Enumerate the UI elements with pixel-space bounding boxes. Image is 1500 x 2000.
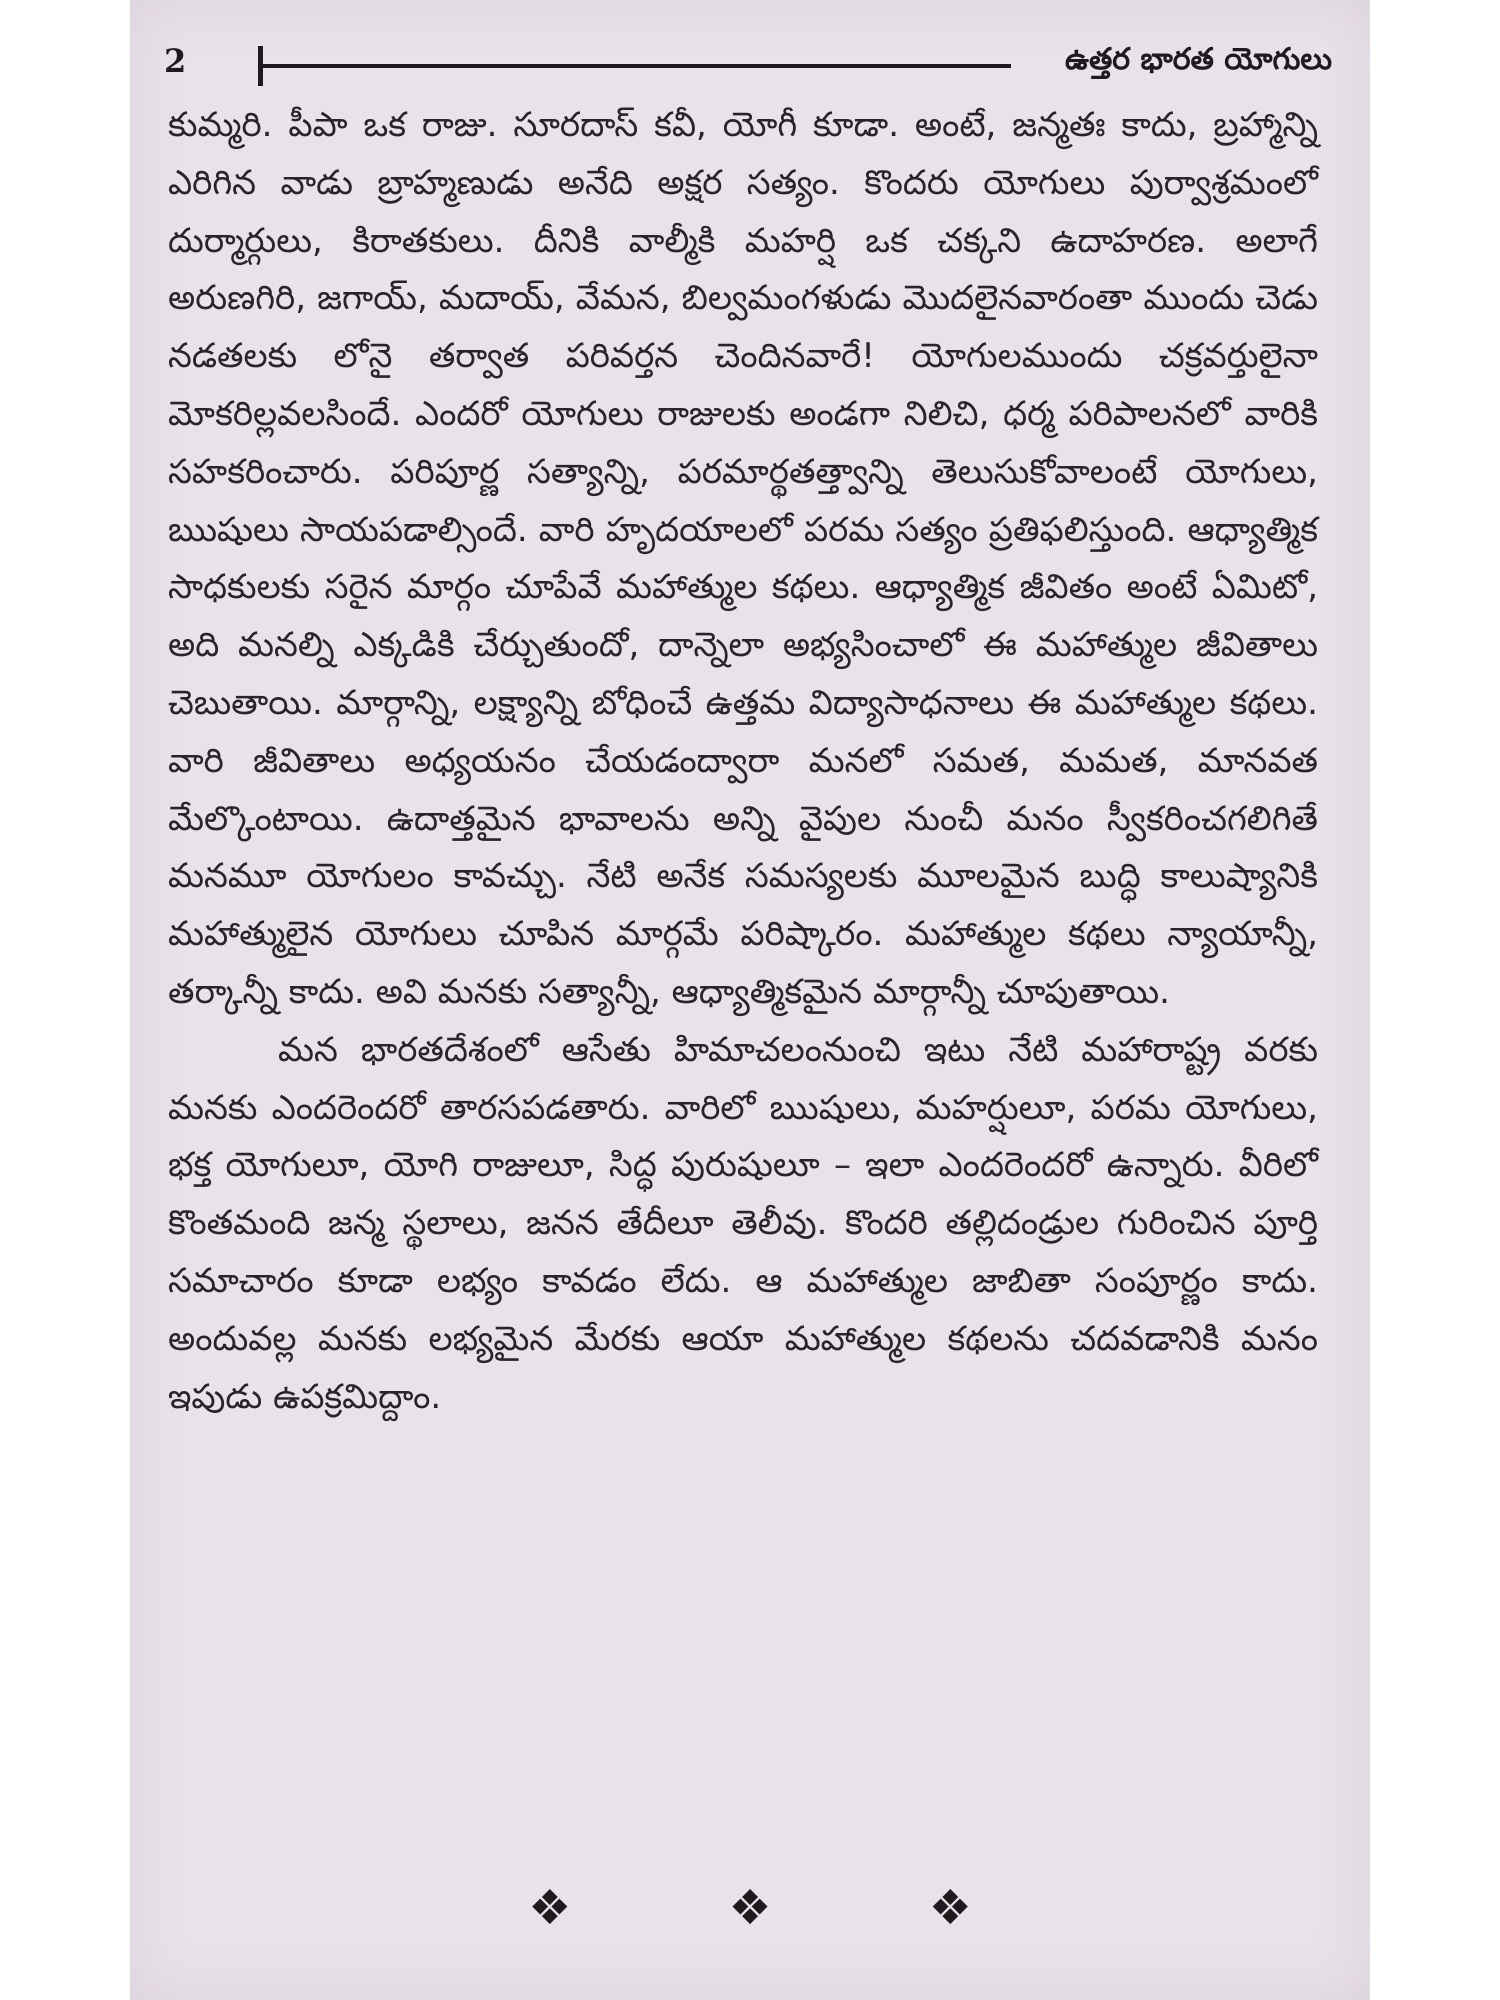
book-page [130,0,1370,2000]
section-end-ornaments [130,1880,1370,1936]
paragraph: కుమ్మరి. పీపా ఒక రాజు. సూరదాస్ కవీ, యోగీ కూడా. అంటే, జన్మతః కాదు, బ్రహ్మాన్ని ఎరిగిన వాడు బ్రాహ్మణుడు అనేది అక్షర సత్యం. కొందరు యోగులు పుర్వాశ్రమంలో దుర్మార్గులు, కిరాతకులు. దీనికి వాల్మీకి మహర్షి ఒక చక్కని ఉదాహరణ. అలాగే అరుణగిరి, జగాయ్, మదాయ్, వేమన, బిల్వమంగళుడు మొదలైనవారంతా ముందు చెడు నడతలకు లోనై తర్వాత పరివర్తన చెందినవారే! యోగులముందు చక్రవర్తులైనా మోకరిల్లవలసిందే. ఎందరో యోగులు రాజులకు అండగా నిలిచి, ధర్మ పరిపాలనలో వారికి సహకరించారు. పరిపూర్ణ సత్యాన్ని, పరమార్థతత్త్వాన్ని తెలుసుకోవాలంటే యోగులు, ఋషులు సాయపడాల్సిందే. వారి హృదయాలలో పరమ సత్యం ప్రతిఫలిస్తుంది. ఆధ్యాత్మిక సాధకులకు సరైన మార్గం చూపేవే మహాత్ముల కథలు. ఆధ్యాత్మిక జీవితం అంటే ఏమిటో, అది మనల్ని ఎక్కడికి చేర్చుతుందో, దాన్నెలా అభ్యసించాలో ఈ మహాత్ముల జీవితాలు చెబుతాయి. మార్గాన్ని, లక్ష్యాన్ని బోధించే ఉత్తమ విద్యాసాధనాలు ఈ మహాత్ముల కథలు. వారి జీవితాలు అధ్యయనం చేయడంద్వారా మనలో సమత, మమత, మానవత మేల్కొంటాయి. ఉదాత్తమైన భావాలను అన్ని వైపుల నుంచీ మనం స్వీకరించగలిగితే మనమూ యోగులం కావచ్చు. నేటి అనేక సమస్యలకు మూలమైన బుద్ధి కాలుష్యానికి మహాత్ములైన యోగులు చూపిన మార్గమే పరిష్కారం. మహాత్ముల కథలు న్యాయాన్నీ, తర్కాన్నీ కాదు. అవి మనకు సత్యాన్నీ, ఆధ్యాత్మికమైన మార్గాన్నీ చూపుతాయి. [168,105,1318,1012]
diamond-cluster-icon: ❖ [528,1880,572,1936]
page-header [130,38,1370,88]
diamond-cluster-icon: ❖ [928,1880,972,1936]
running-head-title: ఉత్తర భారత యోగులు [1065,42,1332,77]
body-text [168,97,1318,1426]
paragraph: మన భారతదేశంలో ఆసేతు హిమాచలంనుంచి ఇటు నేటి మహారాష్ట్ర వరకు మనకు ఎందరెందరో తారసపడతారు. వారిలో ఋషులు, మహర్షులూ, పరమ యోగులు, భక్త యోగులూ, యోగి రాజులూ, సిద్ధ పురుషులూ – ఇలా ఎందరెందరో ఉన్నారు. వీరిలో కొంతమంది జన్మ స్థలాలు, జనన తేదీలూ తెలీవు. కొందరి తల్లిదండ్రుల గురించిన పూర్తి సమాచారం కూడా లభ్యం కావడం లేదు. ఆ మహాత్ముల జాబితా సంపూర్ణం కాదు. అందువల్ల మనకు లభ్యమైన మేరకు ఆయా మహాత్ముల కథలను చదవడానికి మనం ఇపుడు ఉపక్రమిద్దాం. [168,1029,1318,1417]
page-number: 2 [164,42,187,80]
header-rule [261,64,1011,68]
diamond-cluster-icon: ❖ [728,1880,772,1936]
